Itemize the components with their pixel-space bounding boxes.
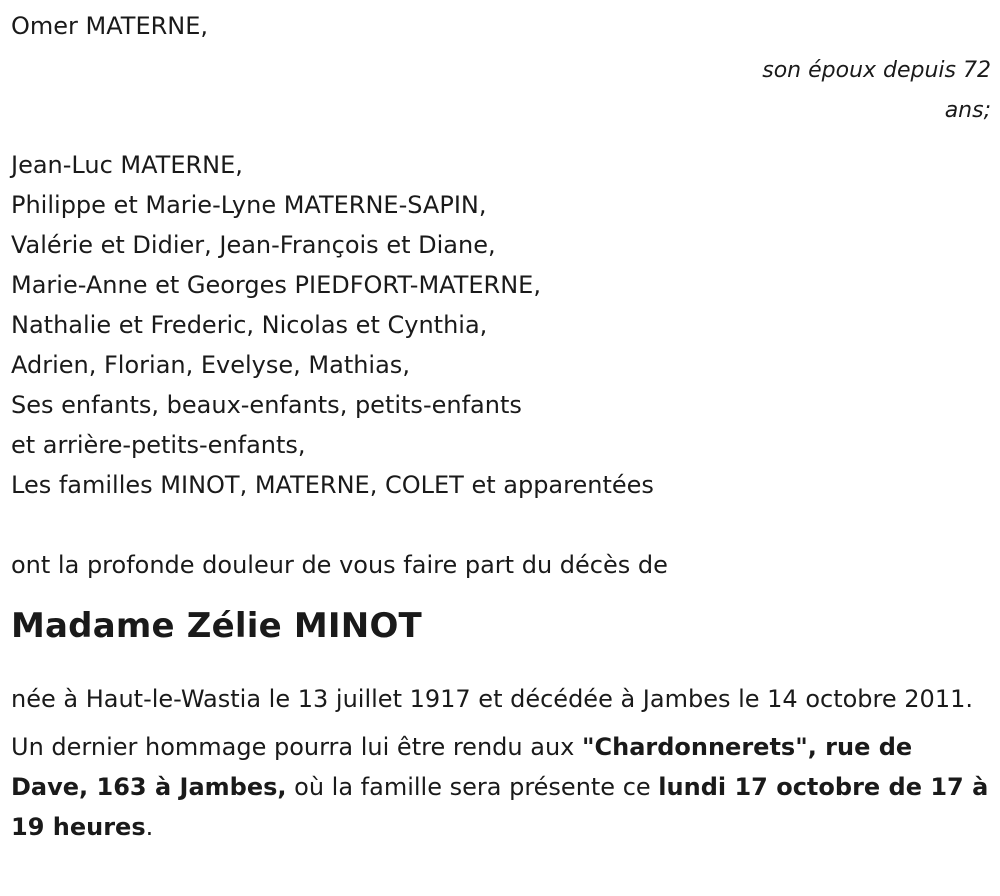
tribute-middle: où la famille sera présente ce bbox=[286, 773, 659, 801]
family-member: et arrière-petits-enfants, bbox=[11, 431, 306, 459]
husband-note-line2: ans; bbox=[944, 98, 991, 123]
tribute-end: . bbox=[145, 813, 154, 841]
family-member: Ses enfants, beaux-enfants, petits-enfants bbox=[11, 391, 522, 419]
announcement-text: ont la profonde douleur de vous faire part du décès de bbox=[11, 551, 668, 579]
family-member: Marie-Anne et Georges PIEDFORT-MATERNE, bbox=[11, 271, 541, 299]
deceased-name: Madame Zélie MINOT bbox=[11, 606, 422, 646]
family-member: Adrien, Florian, Evelyse, Mathias, bbox=[11, 351, 410, 379]
family-member: Valérie et Didier, Jean-François et Diane, bbox=[11, 231, 496, 259]
obituary-notice bbox=[11, 0, 991, 847]
family-member: Jean-Luc MATERNE, bbox=[11, 151, 243, 179]
tribute-when: lundi 17 octobre de 17 à 19 heures bbox=[11, 773, 989, 841]
family-member: Les familles MINOT, MATERNE, COLET et apparentées bbox=[11, 471, 654, 499]
tribute-place: "Chardonnerets", rue de Dave, 163 à Jambes, bbox=[11, 733, 913, 801]
family-member: Philippe et Marie-Lyne MATERNE-SAPIN, bbox=[11, 191, 487, 219]
tribute-text bbox=[11, 727, 991, 847]
husband-note bbox=[11, 51, 991, 131]
spacer bbox=[11, 505, 991, 545]
husband-name: Omer MATERNE, bbox=[11, 12, 209, 40]
birth-death-text: née à Haut-le-Wastia le 13 juillet 1917 et décédée à Jambes le 14 octobre 2011. bbox=[11, 685, 973, 713]
family-list bbox=[11, 145, 991, 505]
husband-note-line1: son époux depuis 72 bbox=[762, 58, 991, 83]
family-member: Nathalie et Frederic, Nicolas et Cynthia, bbox=[11, 311, 488, 339]
tribute-intro: Un dernier hommage pourra lui être rendu aux bbox=[11, 733, 582, 761]
